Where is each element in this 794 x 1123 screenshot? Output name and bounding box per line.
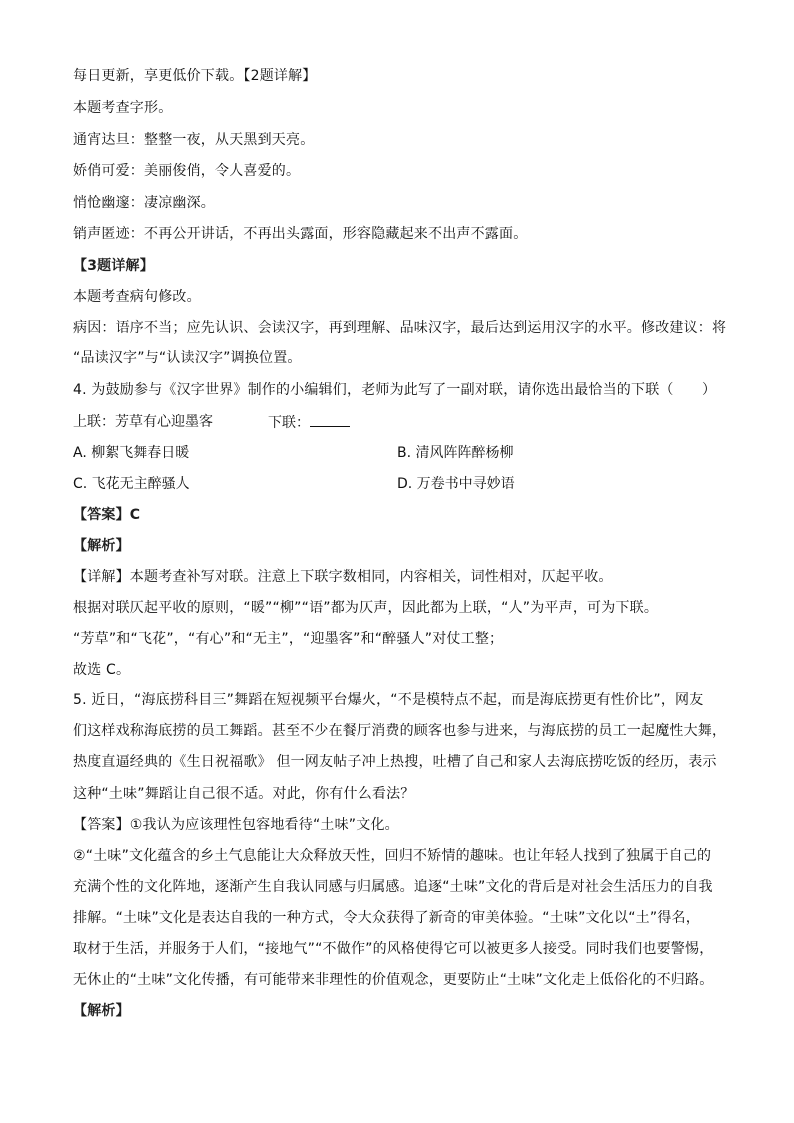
- text-line: 娇俏可爱：美丽俊俏，令人喜爱的。: [73, 163, 301, 179]
- text-line: 热度直逼经典的《生日祝福歌》 但一网友帖子冲上热搜，吐槽了自己和家人去海底捞吃饭的经历，表示: [73, 754, 717, 770]
- text-line: “芳草”和“飞花”，“有心”和“无主”，“迎墨客”和“醉骚人”对仗工整；: [73, 631, 504, 647]
- analysis-label: 【解析】: [73, 538, 130, 554]
- answer-label: 【答案】C: [73, 507, 141, 523]
- text-line: 们这样戏称海底捞的员工舞蹈。甚至不少在餐厅消费的顾客也参与进来，与海底捞的员工一起魔性大舞，: [73, 723, 727, 739]
- answer-line: 【答案】①我认为应该理性包容地看待“土味”文化。: [73, 817, 399, 833]
- text-line: 悄怆幽邃：凄凉幽深。: [73, 195, 215, 211]
- question-text: 5. 近日，“海底捞科目三”舞蹈在短视频平台爆火，“不是模特点不起，而是海底捞更有性价比”，网友: [73, 692, 704, 708]
- section-heading: 【3题详解】: [73, 258, 154, 274]
- text-line: 病因：语序不当；应先认识、会读汉字，再到理解、品味汉字，最后达到运用汉字的水平。修改建议：将: [73, 320, 727, 336]
- text-line: 本题考查病句修改。: [73, 289, 201, 305]
- analysis-label: 【解析】: [73, 1003, 130, 1019]
- text-line: 故选 C。: [73, 662, 131, 678]
- text-line: 每日更新，享更低价下载。【2题详解】: [73, 68, 317, 84]
- text-line: 通宵达旦：整整一夜，从天黑到天亮。: [73, 132, 315, 148]
- option-d: D. 万卷书中寻妙语: [397, 476, 515, 492]
- text-line: 【详解】本题考查补写对联。注意上下联字数相同，内容相关，词性相对，仄起平收。: [73, 569, 613, 585]
- text-line: 根据对联仄起平收的原则，“暖”“柳”“语”都为仄声，因此都为上联，“人”为平声，可为下联。: [73, 600, 659, 616]
- text-line: 无休止的“土味”文化传播，有可能带来非理性的价值观念，更要防止“土味”文化走上低俗化的不归路。: [73, 972, 714, 988]
- question-text: 4. 为鼓励参与《汉字世界》制作的小编辑们，老师为此写了一副对联，请你选出最恰当的下联（ ）: [73, 382, 717, 398]
- text-line: ②“土味”文化蕴含的乡土气息能让大众释放天性，回归不矫情的趣味。也让年轻人找到了独属于自己的: [73, 848, 712, 864]
- couplet-lower-label: 下联：: [268, 415, 310, 431]
- answer-blank: [310, 412, 350, 427]
- text-line: 销声匿迹：不再公开讲话，不再出头露面，形容隐藏起来不出声不露面。: [73, 226, 528, 242]
- couplet-lower: [268, 412, 350, 433]
- text-line: “品读汉字”与“认读汉字”调换位置。: [73, 350, 302, 366]
- option-b: B. 清风阵阵醉杨柳: [397, 445, 514, 461]
- option-a: A. 柳絮飞舞春日暖: [73, 445, 190, 461]
- option-c: C. 飞花无主醉骚人: [73, 476, 190, 492]
- text-line: 这种“土味”舞蹈让自己很不适。对此，你有什么看法？: [73, 786, 415, 802]
- text-line: 本题考查字形。: [73, 100, 173, 116]
- text-line: 充满个性的文化阵地，逐渐产生自我认同感与归属感。追逐“土味”文化的背后是对社会生活压力的自我: [73, 879, 713, 895]
- couplet-upper: 上联：芳草有心迎墨客: [73, 414, 213, 430]
- text-line: 排解。“土味”文化是表达自我的一种方式，令大众获得了新奇的审美体验。“土味”文化以“土”得名，: [73, 910, 700, 926]
- text-line: 取材于生活，并服务于人们，“接地气”“不做作”的风格使得它可以被更多人接受。同时我们也要警惕，: [73, 941, 714, 957]
